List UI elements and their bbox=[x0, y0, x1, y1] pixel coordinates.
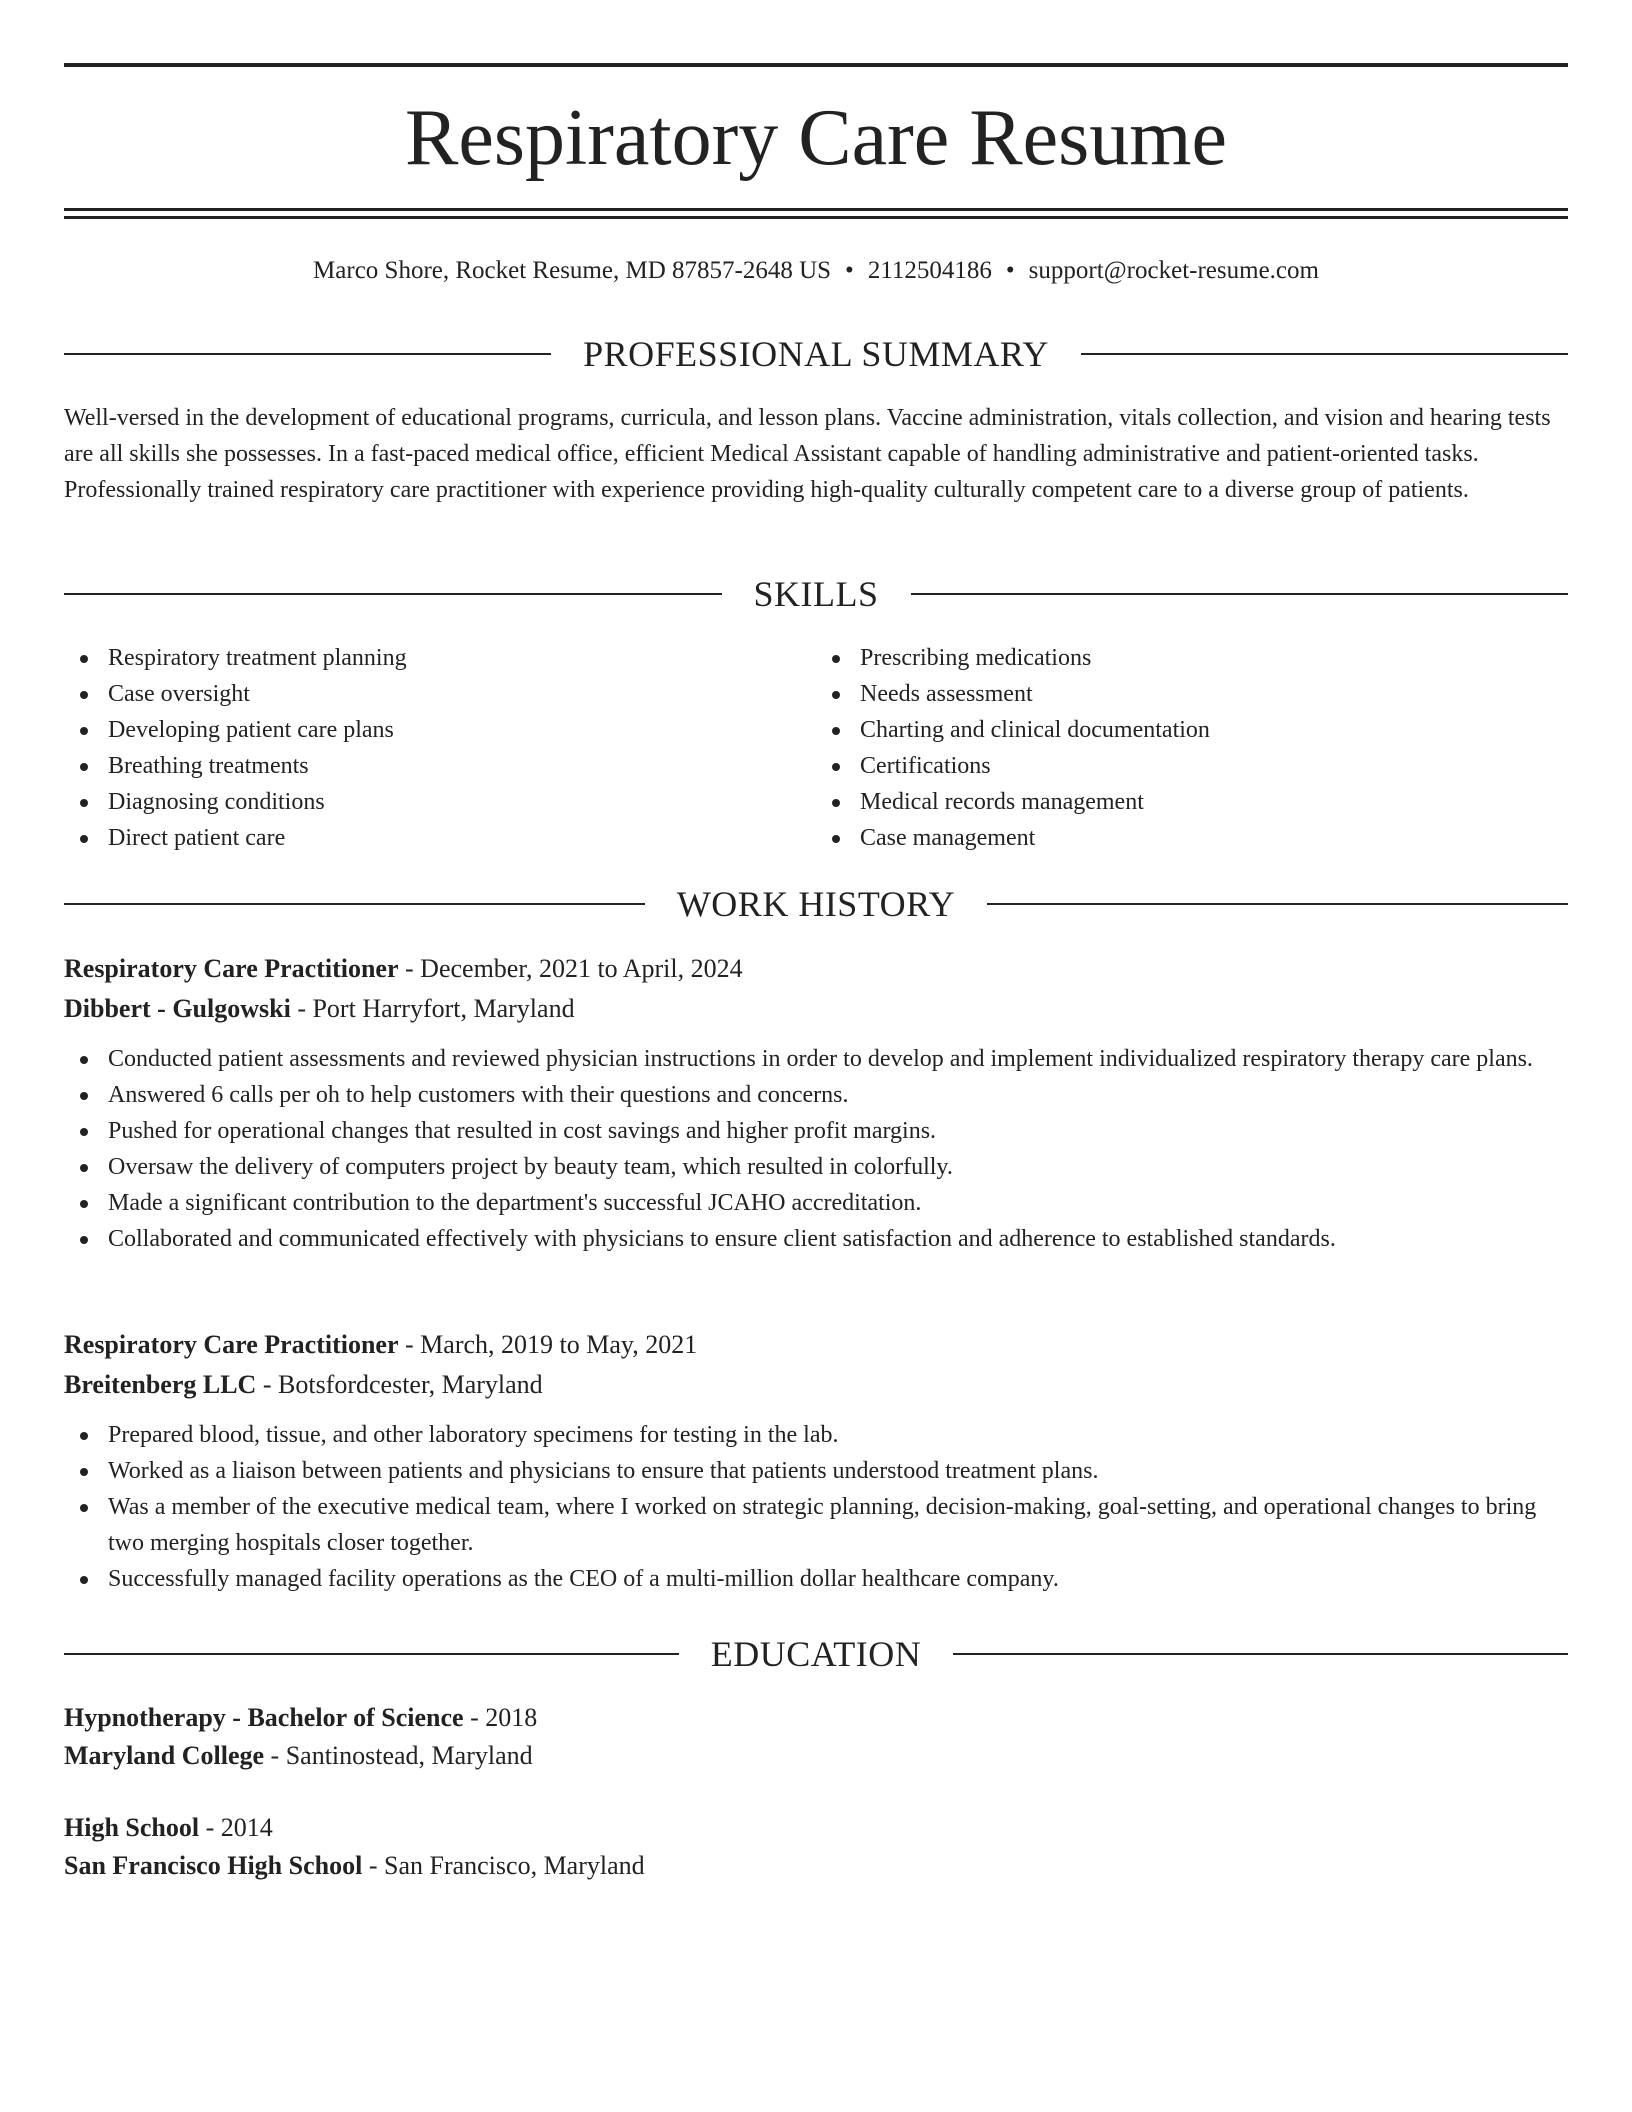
job-duty: Conducted patient assessments and reviewed physician instructions in order to develop and implement individualized respiratory therapy care plans. bbox=[64, 1041, 1568, 1077]
education-entry bbox=[64, 1699, 1568, 1775]
skill-item: Needs assessment bbox=[816, 676, 1568, 712]
heading-rule-right bbox=[987, 903, 1568, 905]
education-school-line bbox=[64, 1737, 1568, 1775]
skill-item: Direct patient care bbox=[64, 820, 816, 856]
skill-item: Case management bbox=[816, 820, 1568, 856]
education-school: Maryland College bbox=[64, 1741, 265, 1770]
summary-heading-label: PROFESSIONAL SUMMARY bbox=[583, 334, 1049, 374]
job-duties bbox=[64, 1417, 1568, 1597]
job-duty: Worked as a liaison between patients and physicians to ensure that patients understood treatment plans. bbox=[64, 1453, 1568, 1489]
heading-rule-right bbox=[953, 1653, 1568, 1655]
job-title-line bbox=[64, 949, 1568, 989]
skill-item: Breathing treatments bbox=[64, 748, 816, 784]
job-duty: Prepared blood, tissue, and other laboratory specimens for testing in the lab. bbox=[64, 1417, 1568, 1453]
contact-address: Marco Shore, Rocket Resume, MD 87857-2648 US bbox=[313, 257, 832, 284]
job-title: Respiratory Care Practitioner bbox=[64, 1330, 399, 1359]
job-duty: Successfully managed facility operations as the CEO of a multi-million dollar healthcare company. bbox=[64, 1561, 1568, 1597]
skills-column-left bbox=[64, 640, 816, 856]
skills-list bbox=[64, 640, 1568, 856]
title-rule-upper bbox=[64, 208, 1568, 211]
education-school: San Francisco High School bbox=[64, 1851, 363, 1880]
education-year: - 2018 bbox=[463, 1703, 538, 1732]
skills-column-right bbox=[816, 640, 1568, 856]
skill-item: Charting and clinical documentation bbox=[816, 712, 1568, 748]
work-heading-label: WORK HISTORY bbox=[676, 884, 956, 924]
job-dates: - December, 2021 to April, 2024 bbox=[398, 954, 743, 983]
job-duty: Pushed for operational changes that resulted in cost savings and higher profit margins. bbox=[64, 1113, 1568, 1149]
education-entry bbox=[64, 1809, 1568, 1885]
education-degree-line bbox=[64, 1809, 1568, 1847]
contact-phone: 2112504186 bbox=[867, 257, 992, 284]
education-heading bbox=[64, 1632, 1568, 1676]
heading-rule-left bbox=[64, 353, 551, 355]
education-location: - San Francisco, Maryland bbox=[362, 1851, 645, 1880]
contact-email: support@rocket-resume.com bbox=[1028, 257, 1319, 284]
job-title: Respiratory Care Practitioner bbox=[64, 954, 399, 983]
heading-rule-left bbox=[64, 903, 645, 905]
job-location: - Port Harryfort, Maryland bbox=[290, 994, 575, 1023]
heading-rule-right bbox=[1081, 353, 1568, 355]
job-duty: Answered 6 calls per oh to help customers with their questions and concerns. bbox=[64, 1077, 1568, 1113]
job-entry bbox=[64, 1325, 1568, 1597]
job-location: - Botsfordcester, Maryland bbox=[256, 1370, 543, 1399]
skill-item: Respiratory treatment planning bbox=[64, 640, 816, 676]
work-heading bbox=[64, 882, 1568, 926]
education-location: - Santinostead, Maryland bbox=[264, 1741, 533, 1770]
education-degree-line bbox=[64, 1699, 1568, 1737]
job-duty: Made a significant contribution to the department's successful JCAHO accreditation. bbox=[64, 1185, 1568, 1221]
top-rule bbox=[64, 63, 1568, 67]
skills-heading-label: SKILLS bbox=[753, 574, 879, 614]
job-dates: - March, 2019 to May, 2021 bbox=[398, 1330, 698, 1359]
education-school-line bbox=[64, 1847, 1568, 1885]
contact-separator: • bbox=[1005, 257, 1015, 284]
education-heading-label: EDUCATION bbox=[710, 1634, 922, 1674]
job-duty: Collaborated and communicated effectively with physicians to ensure client satisfaction and adherence to established standards. bbox=[64, 1221, 1568, 1257]
skill-item: Case oversight bbox=[64, 676, 816, 712]
education-degree: High School bbox=[64, 1813, 200, 1842]
job-company-line bbox=[64, 989, 1568, 1029]
education-degree: Hypnotherapy - Bachelor of Science bbox=[64, 1703, 464, 1732]
job-entry bbox=[64, 949, 1568, 1257]
heading-rule-right bbox=[911, 593, 1569, 595]
title-rule-lower bbox=[64, 216, 1568, 219]
job-duty: Was a member of the executive medical team, where I worked on strategic planning, decision-making, goal-setting, and operational changes to bring two merging hospitals closer together. bbox=[64, 1489, 1568, 1561]
summary-text: Well-versed in the development of educational programs, curricula, and lesson plans. Vaccine administration, vitals collection, and vision and hearing tests are all skills she possesses. In a fast-paced medical office, efficient Medical Assistant capable of handling administrative and patient-oriented tasks. Professionally trained respiratory care practitioner with experience providing high-quality culturally competent care to a diverse group of patients. bbox=[64, 405, 1551, 503]
job-duties bbox=[64, 1041, 1568, 1257]
heading-rule-left bbox=[64, 593, 722, 595]
skills-heading bbox=[64, 572, 1568, 616]
education-year: - 2014 bbox=[199, 1813, 273, 1842]
job-company: Dibbert - Gulgowski bbox=[64, 994, 291, 1023]
job-duty: Oversaw the delivery of computers project by beauty team, which resulted in colorfully. bbox=[64, 1149, 1568, 1185]
skill-item: Prescribing medications bbox=[816, 640, 1568, 676]
summary-heading bbox=[64, 332, 1568, 376]
skill-item: Medical records management bbox=[816, 784, 1568, 820]
skill-item: Diagnosing conditions bbox=[64, 784, 816, 820]
job-company: Breitenberg LLC bbox=[64, 1370, 257, 1399]
job-company-line bbox=[64, 1365, 1568, 1405]
job-title-line bbox=[64, 1325, 1568, 1365]
skill-item: Developing patient care plans bbox=[64, 712, 816, 748]
contact-line bbox=[64, 254, 1568, 288]
skill-item: Certifications bbox=[816, 748, 1568, 784]
page-title: Respiratory Care Resume bbox=[405, 94, 1227, 182]
contact-separator: • bbox=[845, 257, 854, 284]
heading-rule-left bbox=[64, 1653, 679, 1655]
